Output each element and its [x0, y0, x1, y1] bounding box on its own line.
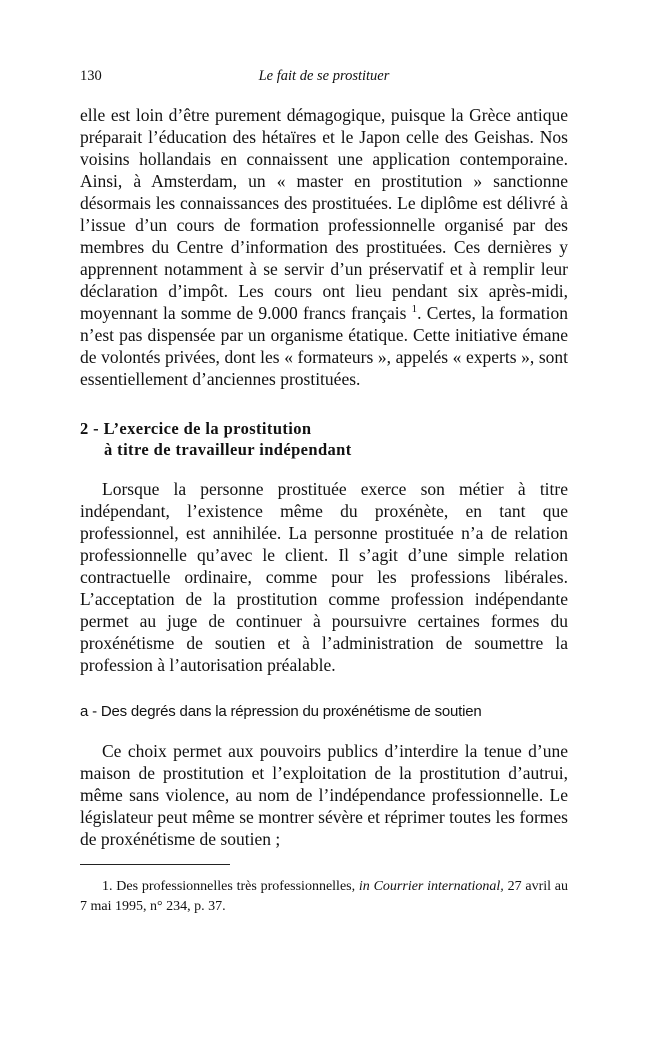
subsection-heading: a - Des degrés dans la répression du proxénétisme de soutien — [80, 703, 482, 720]
footnote-text: Des professionnelles très professionnelles, — [116, 879, 356, 894]
footnote-date: 27 avril au 7 mai 1995, n° 234, p. 37. — [80, 879, 569, 914]
paragraph-3: Ce choix permet aux pouvoirs publics d’interdire la tenue d’une maison de prostitution et l’exploitation de la prostitution d’autrui, même sans violence, au nom de l’indépendance professionnelle. Le législateur peut même se montrer sévère et réprimer toutes les formes de proxénétisme de soutien ; — [80, 741, 568, 849]
paragraph-1-text: elle est loin d’être purement démagogique, puisque la Grèce antique préparait l’éducation des hétaïres et le Japon celle des Geishas. Nos voisins hollandais en connaissent une application contemporaine. Ainsi, à Amsterdam, un « master en prostitution » sanctionne désormais les connaissances des prostituées. Le diplôme est délivré à l’issue d’un cours de formation professionnelle organisé par des membres du Centre d’information des prostituées. Ces dernières y apprennent notamment à se servir d’un préservatif et à remplir leur déclaration d’impôt. Les cours ont lieu pendant six après-midi, moyennant la somme de 9.000 francs français — [80, 105, 568, 323]
running-title: Le fait de se prostituer — [258, 68, 390, 84]
page-number: 130 — [80, 68, 102, 84]
paragraph-2: Lorsque la personne prostituée exerce son métier à titre indépendant, l’existence même du proxénète, en tant que professionnel, est annihilée. La personne prostituée n’a de relation professionnelle qu’avec le client. Il s’agit d’une simple relation contractuelle ordinaire, comme pour les professions libérales. L’acceptation de la prostitution comme profession indépendante permet au juge de continuer à poursuivre certaines formes du proxénétisme de soutien et à l’administration de soumettre la profession à l’autorisation préalable. — [80, 479, 568, 675]
paragraph-1 — [80, 104, 568, 390]
section-heading — [80, 418, 568, 460]
book-page — [80, 68, 568, 931]
section-heading-line-1: 2 - L’exercice de la prostitution — [80, 419, 312, 438]
footnote-reference[interactable]: 1 — [411, 303, 418, 316]
footnote-separator — [80, 864, 230, 865]
section-heading-line-2: à titre de travailleur indépendant — [104, 440, 352, 459]
footnote-number: 1. — [102, 879, 113, 894]
paragraph-1-text-cont: . Certes, la formation n’est pas dispensée par un organisme étatique. Cette initiative émane de volontés privées, dont les « formateurs », appelés « experts », sont essentiellement d’anciennes prostituées. — [80, 303, 568, 389]
page-header — [80, 68, 568, 90]
footnote-source: in Courrier international, — [358, 879, 504, 894]
footnote — [80, 877, 568, 917]
